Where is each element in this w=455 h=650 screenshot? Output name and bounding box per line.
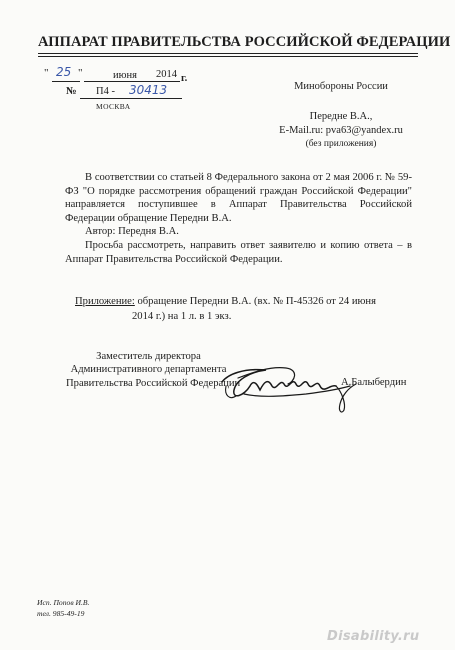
date-month-underline [84, 81, 180, 82]
date-day-underline [52, 81, 80, 82]
date-year: 2014 [156, 69, 177, 80]
attachment-text: обращение Передни В.А. (вх. № П-45326 от 24 июня [137, 296, 376, 307]
date-quote-close: " [78, 67, 83, 79]
date-year-suffix: г. [181, 73, 188, 84]
attachment-continuation: 2014 г.) на 1 л. в 1 экз. [132, 311, 232, 322]
site-watermark: Disability.ru [327, 629, 420, 644]
signatory-line-2: Административного департамента [70, 364, 227, 376]
signatory-name: А.Балыбердин [341, 377, 407, 388]
handwritten-signature [214, 356, 362, 416]
body-paragraph-author: Автор: Передня В.А. [85, 226, 179, 238]
date-month: июня [113, 70, 137, 81]
addressee-note: (без приложения) [305, 139, 377, 149]
addressee-email: E-Mail.ru: pva63@yandex.ru [279, 125, 403, 136]
executor-name: Исп. Попов И.В. [37, 598, 90, 607]
attachment-label: Приложение: [75, 296, 135, 307]
addressee-organization: Минобороны России [294, 81, 388, 92]
number-underline [80, 98, 182, 99]
signatory-line-3: Правительства Российской Федерации [66, 377, 241, 389]
header-rule-thick [38, 53, 418, 54]
number-handwritten: 30413 [129, 83, 168, 97]
letter-body [65, 171, 412, 266]
date-day-handwritten: 25 [56, 65, 72, 79]
header-rule-thin [38, 56, 418, 57]
number-sign: № [66, 86, 77, 97]
addressee-name: Передне В.А., [309, 111, 373, 122]
signatory-line-1: Заместитель директора [96, 351, 201, 362]
number-prefix: П4 - [96, 86, 115, 97]
executor-phone: тел. 985-49-19 [37, 609, 85, 618]
city: МОСКВА [96, 102, 131, 111]
body-paragraph-request: Просьба рассмотреть, направить ответ заявителю и копию ответа – в Аппарат Правительства Российской Федерации. [65, 239, 412, 265]
body-paragraph-basis: В соответствии со статьей 8 Федерального закона от 2 мая 2006 г. № 59-ФЗ "О порядке рассмотрения обращений граждан Российской Федерации" направляется поступившее в Аппарат Правительства Российской Федерации обращение Передни В.А. [65, 172, 412, 224]
date-quote-open: " [44, 67, 49, 79]
attachment-line [75, 295, 412, 309]
signatory-position [66, 350, 241, 390]
organization-header: АППАРАТ ПРАВИТЕЛЬСТВА РОССИЙСКОЙ ФЕДЕРАЦИИ [38, 34, 451, 50]
